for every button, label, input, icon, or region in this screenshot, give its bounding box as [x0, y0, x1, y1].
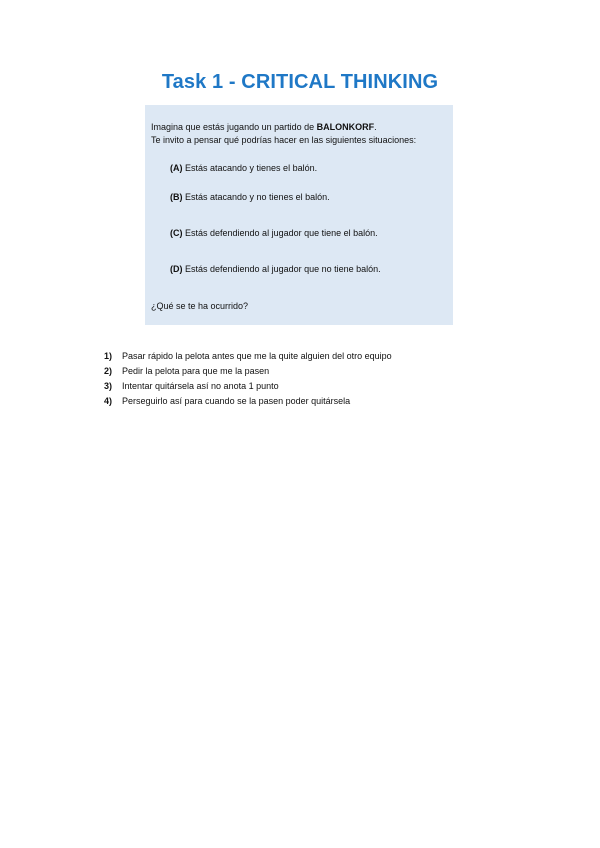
answer-item	[104, 394, 524, 409]
intro-line-1	[151, 121, 377, 133]
answer-number: 3)	[104, 381, 113, 391]
answer-text: Pedir la pelota para que me la pasen	[122, 366, 270, 376]
page-title: Task 1 - CRITICAL THINKING	[161, 71, 439, 93]
option-b	[170, 191, 330, 203]
intro-keyword: BALONKORF	[316, 122, 375, 132]
option-c	[170, 227, 378, 239]
option-d	[170, 263, 381, 275]
answer-item	[104, 349, 524, 364]
answer-text: Pasar rápido la pelota antes que me la quite alguien del otro equipo	[122, 351, 392, 361]
option-a	[170, 162, 317, 174]
answer-text: Intentar quitársela así no anota 1 punto	[122, 381, 279, 391]
answer-item	[104, 364, 524, 379]
option-text: Estás atacando y no tienes el balón.	[182, 192, 330, 202]
option-letter: (B)	[170, 192, 183, 202]
answer-number: 2)	[104, 366, 113, 376]
option-letter: (D)	[170, 264, 183, 274]
option-text: Estás defendiendo al jugador que tiene el balón.	[182, 228, 378, 238]
option-text: Estás atacando y tienes el balón.	[182, 163, 318, 173]
option-letter: (A)	[170, 163, 183, 173]
question-prompt: ¿Qué se te ha ocurrido?	[151, 301, 249, 311]
intro-line-2: Te invito a pensar qué podrías hacer en las siguientes situaciones:	[151, 135, 417, 145]
answers-list	[104, 349, 524, 409]
answer-number: 1)	[104, 351, 113, 361]
answer-text: Perseguirlo así para cuando se la pasen poder quitársela	[122, 396, 351, 406]
intro-suffix: .	[374, 122, 377, 132]
option-letter: (C)	[170, 228, 183, 238]
instructions-box	[145, 105, 453, 325]
answer-item	[104, 379, 524, 394]
intro-prefix: Imagina que estás jugando un partido de	[151, 122, 317, 132]
answer-number: 4)	[104, 396, 113, 406]
option-text: Estás defendiendo al jugador que no tiene balón.	[182, 264, 381, 274]
